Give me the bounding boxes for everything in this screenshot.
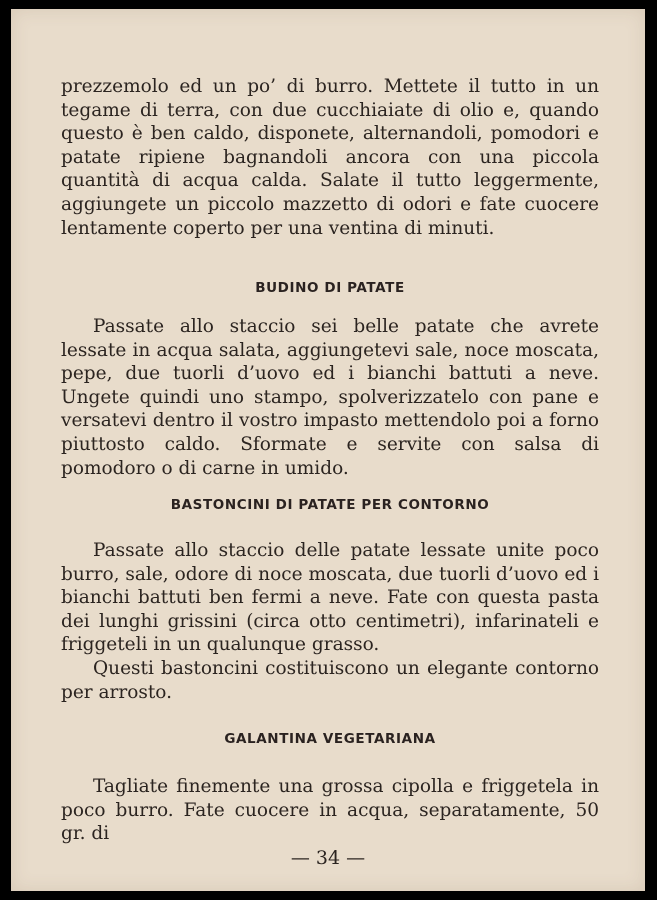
paragraph-bastoncini-1: Passate allo staccio delle patate lessate unite poco burro, sale, odore di noce moscata, due tuorli d’uovo ed i bianchi battuti ben fermi a neve. Fate con questa pasta dei lunghi grissini (circa otto centimetri), infarinateli e friggeteli in un qualunque grasso. (61, 540, 599, 656)
paragraph-bastoncini-2: Questi bastoncini costituiscono un elegante contorno per arrosto. (61, 658, 599, 703)
paragraph-galantina: Tagliate finemente una grossa cipolla e friggetela in poco burro. Fate cuocere in acqua, separatamente, 50 gr. di (61, 776, 599, 845)
book-page (11, 9, 645, 891)
heading-bastoncini-di-patate: BASTONCINI DI PATATE PER CONTORNO (170, 497, 490, 513)
paragraph-intro: prezzemolo ed un po’ di burro. Mettete il tutto in un tegame di terra, con due cucchiaiate di olio e, quando questo è ben caldo, disponete, alternandoli, pomodori e patate ripiene bagnandoli ancora con una piccola quantità di acqua calda. Salate il tutto leggermente, aggiungete un piccolo mazzetto di odori e fate cuocere lentamente coperto per una ventina di minuti. (61, 76, 599, 239)
page-number: — 34 — (290, 847, 366, 869)
heading-galantina-vegetariana: GALANTINA VEGETARIANA (224, 731, 436, 747)
heading-budino-di-patate: BUDINO DI PATATE (255, 280, 405, 296)
paragraph-budino: Passate allo staccio sei belle patate che avrete lessate in acqua salata, aggiungetevi sale, noce moscata, pepe, due tuorli d’uovo ed i bianchi battuti a neve. Ungete quindi uno stampo, spolverizzatelo con pane e versatevi dentro il vostro impasto mettendolo poi a forno piuttosto caldo. Sformate e servite con salsa di pomodoro o di carne in umido. (61, 316, 599, 479)
